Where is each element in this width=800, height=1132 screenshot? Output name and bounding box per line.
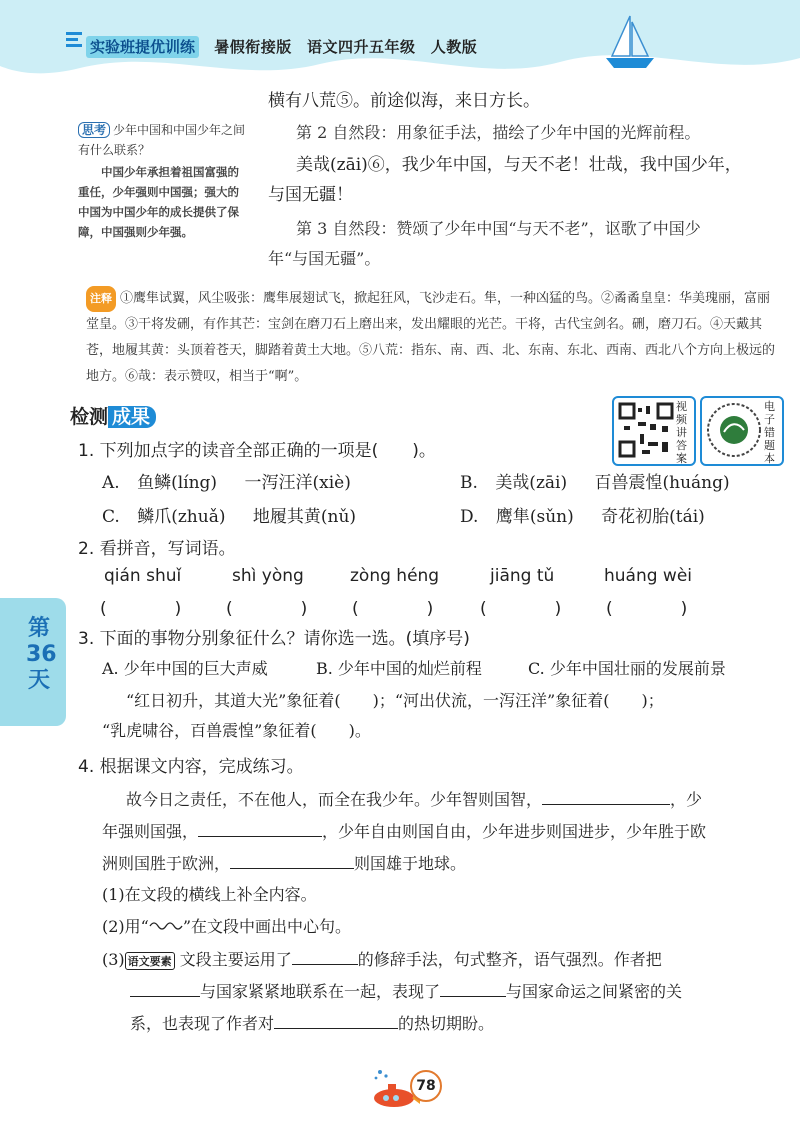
think-question: 思考 少年中国和中国少年之间有什么联系？ bbox=[78, 123, 246, 157]
q4-para-line-3: 洲则国胜于欧洲， 则国雄于地球。 bbox=[102, 850, 466, 874]
passage-line-1: 横有八荒⑤。前途似海，来日方长。 bbox=[268, 91, 540, 111]
q2-answer-1[interactable]: ( ) bbox=[100, 599, 182, 619]
q4-sub-3-line-2: 与国家紧紧地联系在一起，表现了 与国家命运之间紧密的关 bbox=[130, 978, 682, 1002]
q2-answer-3[interactable]: ( ) bbox=[352, 599, 434, 619]
passage-line-3b: 与国无疆！ bbox=[268, 185, 353, 205]
annotation-notes bbox=[86, 286, 776, 390]
notes-text: ①鹰隼试翼，风尘吸张：鹰隼展翅试飞，掀起狂风，飞沙走石。隼，一种凶猛的鸟。②矞矞皇皇：华美瑰丽，富丽堂皇。③干将发硎，有作其芒：宝剑在磨刀石上磨出来，发出耀眼的光芒。干将，古代宝剑名。硎，磨刀石。④天戴其苍，地履其黄：头顶着苍天，脚踏着黄土大地。⑤八荒：指东、南、西、北、东南、东北、西南、西北八个方向上极远的地方。⑥哉：表示赞叹，相当于“啊”。 bbox=[86, 291, 776, 384]
yuwen-yaosu-tag: 语文要素 bbox=[125, 952, 175, 970]
notes-badge: 注释 bbox=[86, 286, 116, 312]
q4-para-line-2: 年强则国强， ，少年自由则国自由，少年进步则国进步，少年胜于欧 bbox=[102, 818, 706, 842]
q4-blank-rhetoric[interactable] bbox=[292, 946, 358, 965]
q4-blank-3[interactable] bbox=[230, 850, 354, 869]
passage-line-3a: 美哉(zāi)⑥，我少年中国，与天不老！壮哉，我中国少年， bbox=[296, 155, 742, 175]
q1-option-d[interactable]: D. 鹰隼(sǔn) 奇花初胎(tái) bbox=[460, 507, 705, 527]
q4-stem: 4. 根据课文内容，完成练习。 bbox=[78, 757, 304, 777]
q4-sub-1: (1)在文段的横线上补全内容。 bbox=[102, 885, 317, 904]
passage-para3-note-b: 年“与国无疆”。 bbox=[268, 249, 381, 268]
qr-code-round-icon bbox=[706, 402, 762, 458]
q4-blank-subject[interactable] bbox=[130, 978, 200, 997]
q3-option-a: A. 少年中国的巨大声威 bbox=[102, 659, 268, 678]
q4-blank-relation[interactable] bbox=[440, 978, 506, 997]
side-day-label: 第36天 bbox=[26, 616, 57, 693]
passage-para2-note: 第 2 自然段：用象征手法，描绘了少年中国的光辉前程。 bbox=[296, 123, 701, 142]
q3-line-1: “红日初升，其道大光”象征着( )；“河出伏流，一泻汪洋”象征着( )； bbox=[126, 691, 664, 710]
q4-blank-2[interactable] bbox=[198, 818, 322, 837]
header-stripes-icon bbox=[66, 28, 86, 52]
q1-option-a[interactable]: A. 鱼鳞(líng) 一泻汪洋(xiè) bbox=[102, 473, 351, 493]
header-grade: 语文四升五年级 bbox=[307, 38, 416, 56]
q4-sub-2: (2)用“ ”在文段中画出中心句。 bbox=[102, 917, 352, 936]
q4-sub-3-line-1: (3) 语文要素 文段主要运用了 的修辞手法，句式整齐，语气强烈。作者把 bbox=[102, 946, 662, 970]
q1-option-c[interactable]: C. 鳞爪(zhuǎ) 地履其黄(nǔ) bbox=[102, 507, 357, 527]
think-box bbox=[78, 120, 250, 242]
q2-answer-2[interactable]: ( ) bbox=[226, 599, 308, 619]
q3-option-b: B. 少年中国的灿烂前程 bbox=[316, 659, 482, 678]
q3-stem: 3. 下面的事物分别象征什么？请你选一选。(填序号) bbox=[78, 629, 470, 649]
page-header bbox=[86, 36, 477, 57]
qr-code-icon bbox=[618, 402, 674, 458]
q2-stem: 2. 看拼音，写词语。 bbox=[78, 539, 236, 559]
q4-sub-3-line-3: 系，也表现了作者对 的热切期盼。 bbox=[130, 1010, 494, 1034]
q2-pinyin-4: jiāng tǔ bbox=[490, 566, 555, 586]
section-title bbox=[70, 402, 156, 428]
sailboat-icon bbox=[600, 12, 660, 74]
think-answer: 中国少年承担着祖国富强的重任，少年强则中国强；强大的中国为中国少年的成长提供了保障，中国强则少年强。 bbox=[78, 165, 239, 239]
wavy-line-icon bbox=[149, 918, 183, 932]
qr-label-errors: 电子错题本 bbox=[764, 400, 775, 465]
section-title-a: 检测 bbox=[70, 406, 109, 428]
q2-pinyin-5: huáng wèi bbox=[604, 566, 693, 586]
page-number: 78 bbox=[410, 1070, 442, 1102]
q1-stem: 1. 下列加点字的读音全部正确的一项是( )。 bbox=[78, 441, 436, 461]
header-brand: 实验班提优训练 bbox=[86, 36, 199, 58]
passage-para3-note-a: 第 3 自然段：赞颂了少年中国“与天不老”，讴歌了中国少 bbox=[296, 219, 701, 238]
video-answer-qr[interactable] bbox=[612, 396, 696, 466]
q3-line-2: “乳虎啸谷，百兽震惶”象征着( )。 bbox=[102, 721, 371, 740]
q2-pinyin-2: shì yòng bbox=[232, 566, 304, 586]
q4-blank-hope[interactable] bbox=[274, 1010, 398, 1029]
q2-answer-4[interactable]: ( ) bbox=[480, 599, 562, 619]
q3-option-c: C. 少年中国壮丽的发展前景 bbox=[528, 659, 726, 678]
error-book-qr[interactable] bbox=[700, 396, 784, 466]
q4-blank-1[interactable] bbox=[542, 786, 670, 805]
qr-label-video: 视频讲答案 bbox=[676, 400, 687, 465]
section-title-b: 成果 bbox=[108, 406, 156, 428]
q4-para-line-1: 故今日之责任，不在他人，而全在我少年。少年智则国智， ，少 bbox=[126, 786, 702, 810]
q2-pinyin-1: qián shuǐ bbox=[104, 566, 182, 586]
q2-answer-5[interactable]: ( ) bbox=[606, 599, 688, 619]
q1-option-b[interactable]: B. 美哉(zāi) 百兽震惶(huáng) bbox=[460, 473, 730, 493]
q2-pinyin-3: zòng héng bbox=[350, 566, 440, 586]
think-label: 思考 bbox=[78, 122, 110, 138]
header-edition: 暑假衔接版 bbox=[214, 38, 292, 56]
header-publisher: 人教版 bbox=[430, 38, 478, 56]
